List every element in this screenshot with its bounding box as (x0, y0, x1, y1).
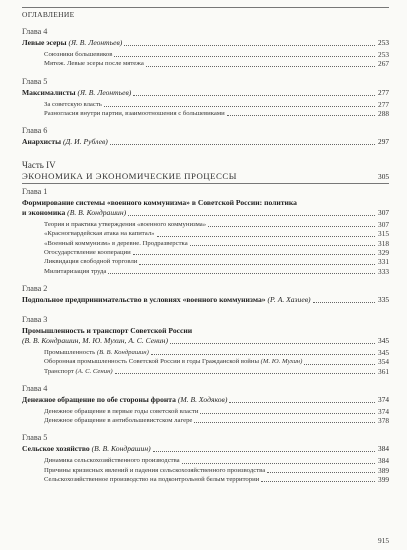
page-number: 345 (378, 335, 389, 345)
subsection-entry[interactable] (22, 267, 389, 276)
leader-dots (190, 244, 375, 246)
subsection-title: Сельскохозяйственное производство на подконтрольной белым территории (44, 476, 260, 484)
subsection-entry[interactable] (22, 348, 389, 357)
subsection-entry[interactable] (22, 416, 389, 425)
subsection-title: Милитаризация труда (44, 267, 107, 275)
chapter-entry[interactable] (22, 295, 389, 305)
spacer (22, 69, 389, 74)
page-number: 315 (378, 229, 389, 239)
chapter-title: Левые эсеры (22, 38, 67, 47)
page-number: 333 (378, 266, 389, 276)
part-title: ЭКОНОМИКА И ЭКОНОМИЧЕСКИЕ ПРОЦЕССЫ (22, 171, 237, 182)
subsection-title: «Красногвардейская атака на капитал» (44, 230, 155, 238)
subsection-title: Оборонная промышленность Советской России в годы Гражданской войны (44, 358, 259, 366)
part-title-row[interactable] (22, 171, 389, 184)
leader-dots (115, 372, 375, 374)
spacer (22, 118, 389, 123)
chapter-title: Анархисты (22, 137, 62, 147)
chapter-subsections (22, 220, 389, 276)
leader-dots (194, 421, 375, 423)
table-of-contents (22, 24, 389, 484)
page-number: 374 (378, 406, 389, 416)
page-number: 277 (378, 99, 389, 109)
chapter-title-line2: и экономика (22, 208, 66, 218)
subsection-title: Динамика сельскохозяйственного производства (44, 457, 180, 465)
subsection-author: (В. В. Кондрашин) (96, 348, 149, 356)
chapter-entry[interactable] (22, 137, 389, 147)
subsection-title: Промышленность (44, 348, 96, 356)
chapter-author: (Р. А. Хазиев) (267, 294, 311, 304)
subsection-title: Транспорт (44, 367, 74, 375)
chapter-title: Сельское хозяйство (22, 444, 90, 454)
leader-dots (208, 225, 375, 227)
subsection-title: Огосударствление кооперации (44, 249, 131, 257)
subsection-title: Теория и практика утверждения «военного коммунизма» (44, 221, 207, 229)
chapter-label: Глава 5 (22, 433, 48, 443)
page-number: 253 (378, 50, 389, 59)
leader-dots (146, 65, 375, 67)
subsection-author: (М. Ю. Мухин) (260, 358, 303, 366)
subsection-entry[interactable] (22, 367, 389, 376)
subsection-entry[interactable] (22, 248, 389, 257)
subsection-entry[interactable] (22, 100, 389, 109)
page-number: 354 (378, 357, 389, 367)
subsection-entry[interactable] (22, 239, 389, 248)
page-number: 253 (378, 38, 389, 47)
subsection-title: Денежное обращение в первые годы советской власти (44, 407, 199, 415)
page-number: 305 (378, 172, 389, 182)
subsection-title: Причины кризисных явлений и падения сельскохозяйственного производства (44, 466, 266, 474)
chapter-title: Денежное обращение по обе стороны фронта (22, 394, 176, 404)
page-number: 329 (378, 248, 389, 258)
chapter-entry[interactable] (22, 395, 389, 405)
chapter-authors-line (22, 336, 389, 346)
header-rule (22, 7, 389, 8)
part-label: Часть IV (22, 160, 56, 171)
page-number: 288 (378, 108, 389, 118)
chapter-author: (В. В. Кондрашин) (91, 444, 151, 454)
leader-dots (128, 214, 375, 216)
leader-dots (133, 94, 375, 96)
page-number: 378 (378, 416, 389, 426)
leader-dots (139, 263, 375, 265)
chapter-entry[interactable] (22, 444, 389, 454)
leader-dots (304, 363, 375, 365)
footer-page-number: 915 (378, 536, 389, 545)
chapter-title: Промышленность и транспорт Советской России (22, 325, 193, 335)
subsection-title: За советскую власть (44, 100, 102, 108)
page-number: 384 (378, 444, 389, 454)
chapter-subsections (22, 348, 389, 376)
subsection-title: Ликвидация свободной торговли (44, 258, 138, 266)
running-head: ОГЛАВЛЕНИЕ (22, 10, 75, 19)
subsection-entry[interactable] (22, 407, 389, 416)
chapter-label: Глава 6 (22, 126, 48, 136)
chapter-title-continued (22, 208, 389, 218)
page-number: 318 (378, 238, 389, 248)
leader-dots (153, 450, 375, 452)
chapter-entry[interactable] (22, 326, 389, 346)
subsection-entry[interactable] (22, 257, 389, 266)
subsection-entry[interactable] (22, 59, 389, 68)
subsection-title: Денежное обращение в антибольшевистском лагере (44, 417, 193, 425)
chapter-label: Глава 1 (22, 187, 48, 197)
leader-dots (114, 55, 375, 57)
subsection-entry[interactable] (22, 456, 389, 465)
leader-dots (157, 235, 376, 237)
chapter-author: (Д. И. Рублев) (63, 137, 108, 147)
page-number: 297 (378, 137, 389, 147)
leader-dots (239, 178, 375, 179)
chapter-author: (В. В. Кондрашин) (67, 208, 127, 218)
subsection-entry[interactable] (22, 229, 389, 238)
chapter-label: Глава 4 (22, 27, 48, 36)
chapter-author: (Я. В. Леонтьев) (77, 87, 132, 97)
chapter-subsections (22, 407, 389, 426)
chapter-label: Глава 5 (22, 76, 48, 86)
leader-dots (104, 105, 375, 107)
page-number: 331 (378, 257, 389, 267)
subsection-title: Разногласия внутри партии, взаимоотношения с большевиками (44, 109, 225, 117)
leader-dots (170, 342, 375, 344)
page-number: 374 (378, 394, 389, 404)
chapter-author: (М. В. Ходяков) (177, 394, 228, 404)
chapter-title: Максималисты (22, 87, 76, 97)
spacer (22, 149, 389, 154)
chapter-authors: (В. В. Кондрашин, М. Ю. Мухин, А. С. Сенин) (22, 335, 168, 345)
chapter-label: Глава 3 (22, 314, 48, 324)
chapter-label: Глава 4 (22, 383, 48, 393)
page-number: 345 (378, 347, 389, 357)
leader-dots (200, 412, 375, 414)
subsection-entry[interactable] (22, 220, 389, 229)
page-number: 361 (378, 366, 389, 376)
page-number: 267 (378, 59, 389, 69)
chapter-author: (Я. В. Леонтьев) (68, 38, 123, 47)
leader-dots (182, 462, 375, 464)
subsection-title: Союзники большевиков (44, 51, 113, 58)
leader-dots (313, 301, 375, 303)
subsection-author: (А. С. Сенин) (75, 367, 113, 375)
chapter-entry[interactable] (22, 198, 389, 218)
leader-dots (124, 44, 375, 46)
leader-dots (133, 253, 375, 255)
page-number: 307 (378, 220, 389, 230)
subsection-entry[interactable] (22, 466, 389, 475)
page-number: 389 (378, 465, 389, 475)
leader-dots (261, 480, 375, 482)
leader-dots (267, 471, 375, 473)
chapter-title: Подпольное предпринимательство в условиях «военного коммунизма» (22, 294, 266, 304)
chapter-label: Глава 2 (22, 283, 48, 293)
subsection-entry[interactable] (22, 109, 389, 118)
leader-dots (229, 401, 375, 403)
sections-before (22, 27, 389, 154)
page-number: 399 (378, 475, 389, 485)
subsection-entry[interactable] (22, 475, 389, 484)
leader-dots (151, 353, 375, 355)
page-number: 307 (378, 208, 389, 218)
chapter-subsections (22, 456, 389, 484)
chapter-title: Формирование системы «военного коммунизма» в Советской России: политика (22, 198, 297, 208)
subsection-entry[interactable] (22, 50, 389, 59)
subsection-title: «Военный коммунизм» в деревне. Продразверстка (44, 239, 188, 247)
leader-dots (108, 272, 375, 274)
chapter-entry[interactable] (22, 88, 389, 98)
subsection-entry[interactable] (22, 357, 389, 366)
page-number: 384 (378, 456, 389, 466)
page-number: 335 (378, 294, 389, 304)
page-number: 277 (378, 87, 389, 97)
chapter-entry[interactable] (22, 38, 389, 48)
leader-dots (110, 143, 375, 145)
subsection-title: Мятеж. Левые эсеры после мятежа (44, 60, 144, 68)
leader-dots (227, 114, 375, 116)
